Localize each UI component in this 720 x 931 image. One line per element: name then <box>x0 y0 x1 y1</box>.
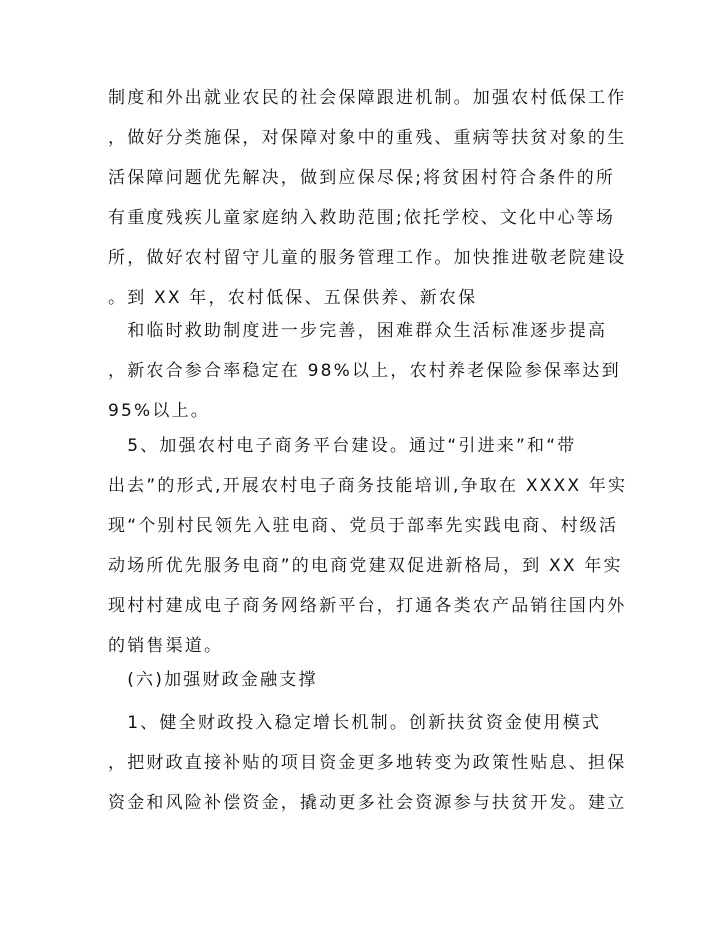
heading-line: (六)加强财政金融支撑 <box>108 670 318 690</box>
text-line: ，新农合参合率稳定在 98%以上，农村养老保险参保率达到 <box>108 361 621 381</box>
text-line: 动场所优先服务电商”的电商党建双促进新格局，到 XX 年实 <box>108 556 623 576</box>
paragraph-social-security <box>108 78 638 318</box>
paragraph-ecommerce <box>108 426 638 666</box>
text-line: ，把财政直接补贴的项目资金更多地转变为政策性贴息、担保 <box>108 753 627 773</box>
text-line: 资金和风险补偿资金，撬动更多社会资源参与扶贫开发。建立 <box>108 793 627 813</box>
paragraph-relief-system <box>108 311 638 431</box>
text-line: 制度和外出就业农民的社会保障跟进机制。加强农村低保工作 <box>108 88 627 108</box>
text-line: 活保障问题优先解决，做到应保尽保;将贫困村符合条件的所 <box>108 168 616 188</box>
text-line: 有重度残疾儿童家庭纳入救助范围;依托学校、文化中心等场 <box>108 208 616 228</box>
text-line: 现“个别村民领先入驻电商、党员于部率先实践电商、村级活 <box>108 516 619 536</box>
text-line: 和临时救助制度进一步完善，困难群众生活标准逐步提高 <box>108 321 608 341</box>
paragraph-fiscal-investment <box>108 703 638 823</box>
text-line: 现村村建成电子商务网络新平台，打通各类农产品销往国内外 <box>108 596 627 616</box>
text-line: 。到 XX 年，农村低保、五保供养、新农保 <box>108 288 478 308</box>
text-line: 5、加强农村电子商务平台建设。通过“引进来”和“带 <box>108 436 577 456</box>
text-line: 1、健全财政投入稳定增长机制。创新扶贫资金使用模式 <box>108 713 602 733</box>
section-heading <box>108 660 638 700</box>
text-line: 出去”的形式,开展农村电子商务技能培训,争取在 XXXX 年实 <box>108 476 628 496</box>
text-line: 的销售渠道。 <box>108 636 224 656</box>
text-line: 95%以上。 <box>108 401 210 421</box>
text-line: ，做好分类施保，对保障对象中的重残、重病等扶贫对象的生 <box>108 128 627 148</box>
text-line: 所，做好农村留守儿童的服务管理工作。加快推进敬老院建设 <box>108 248 627 268</box>
